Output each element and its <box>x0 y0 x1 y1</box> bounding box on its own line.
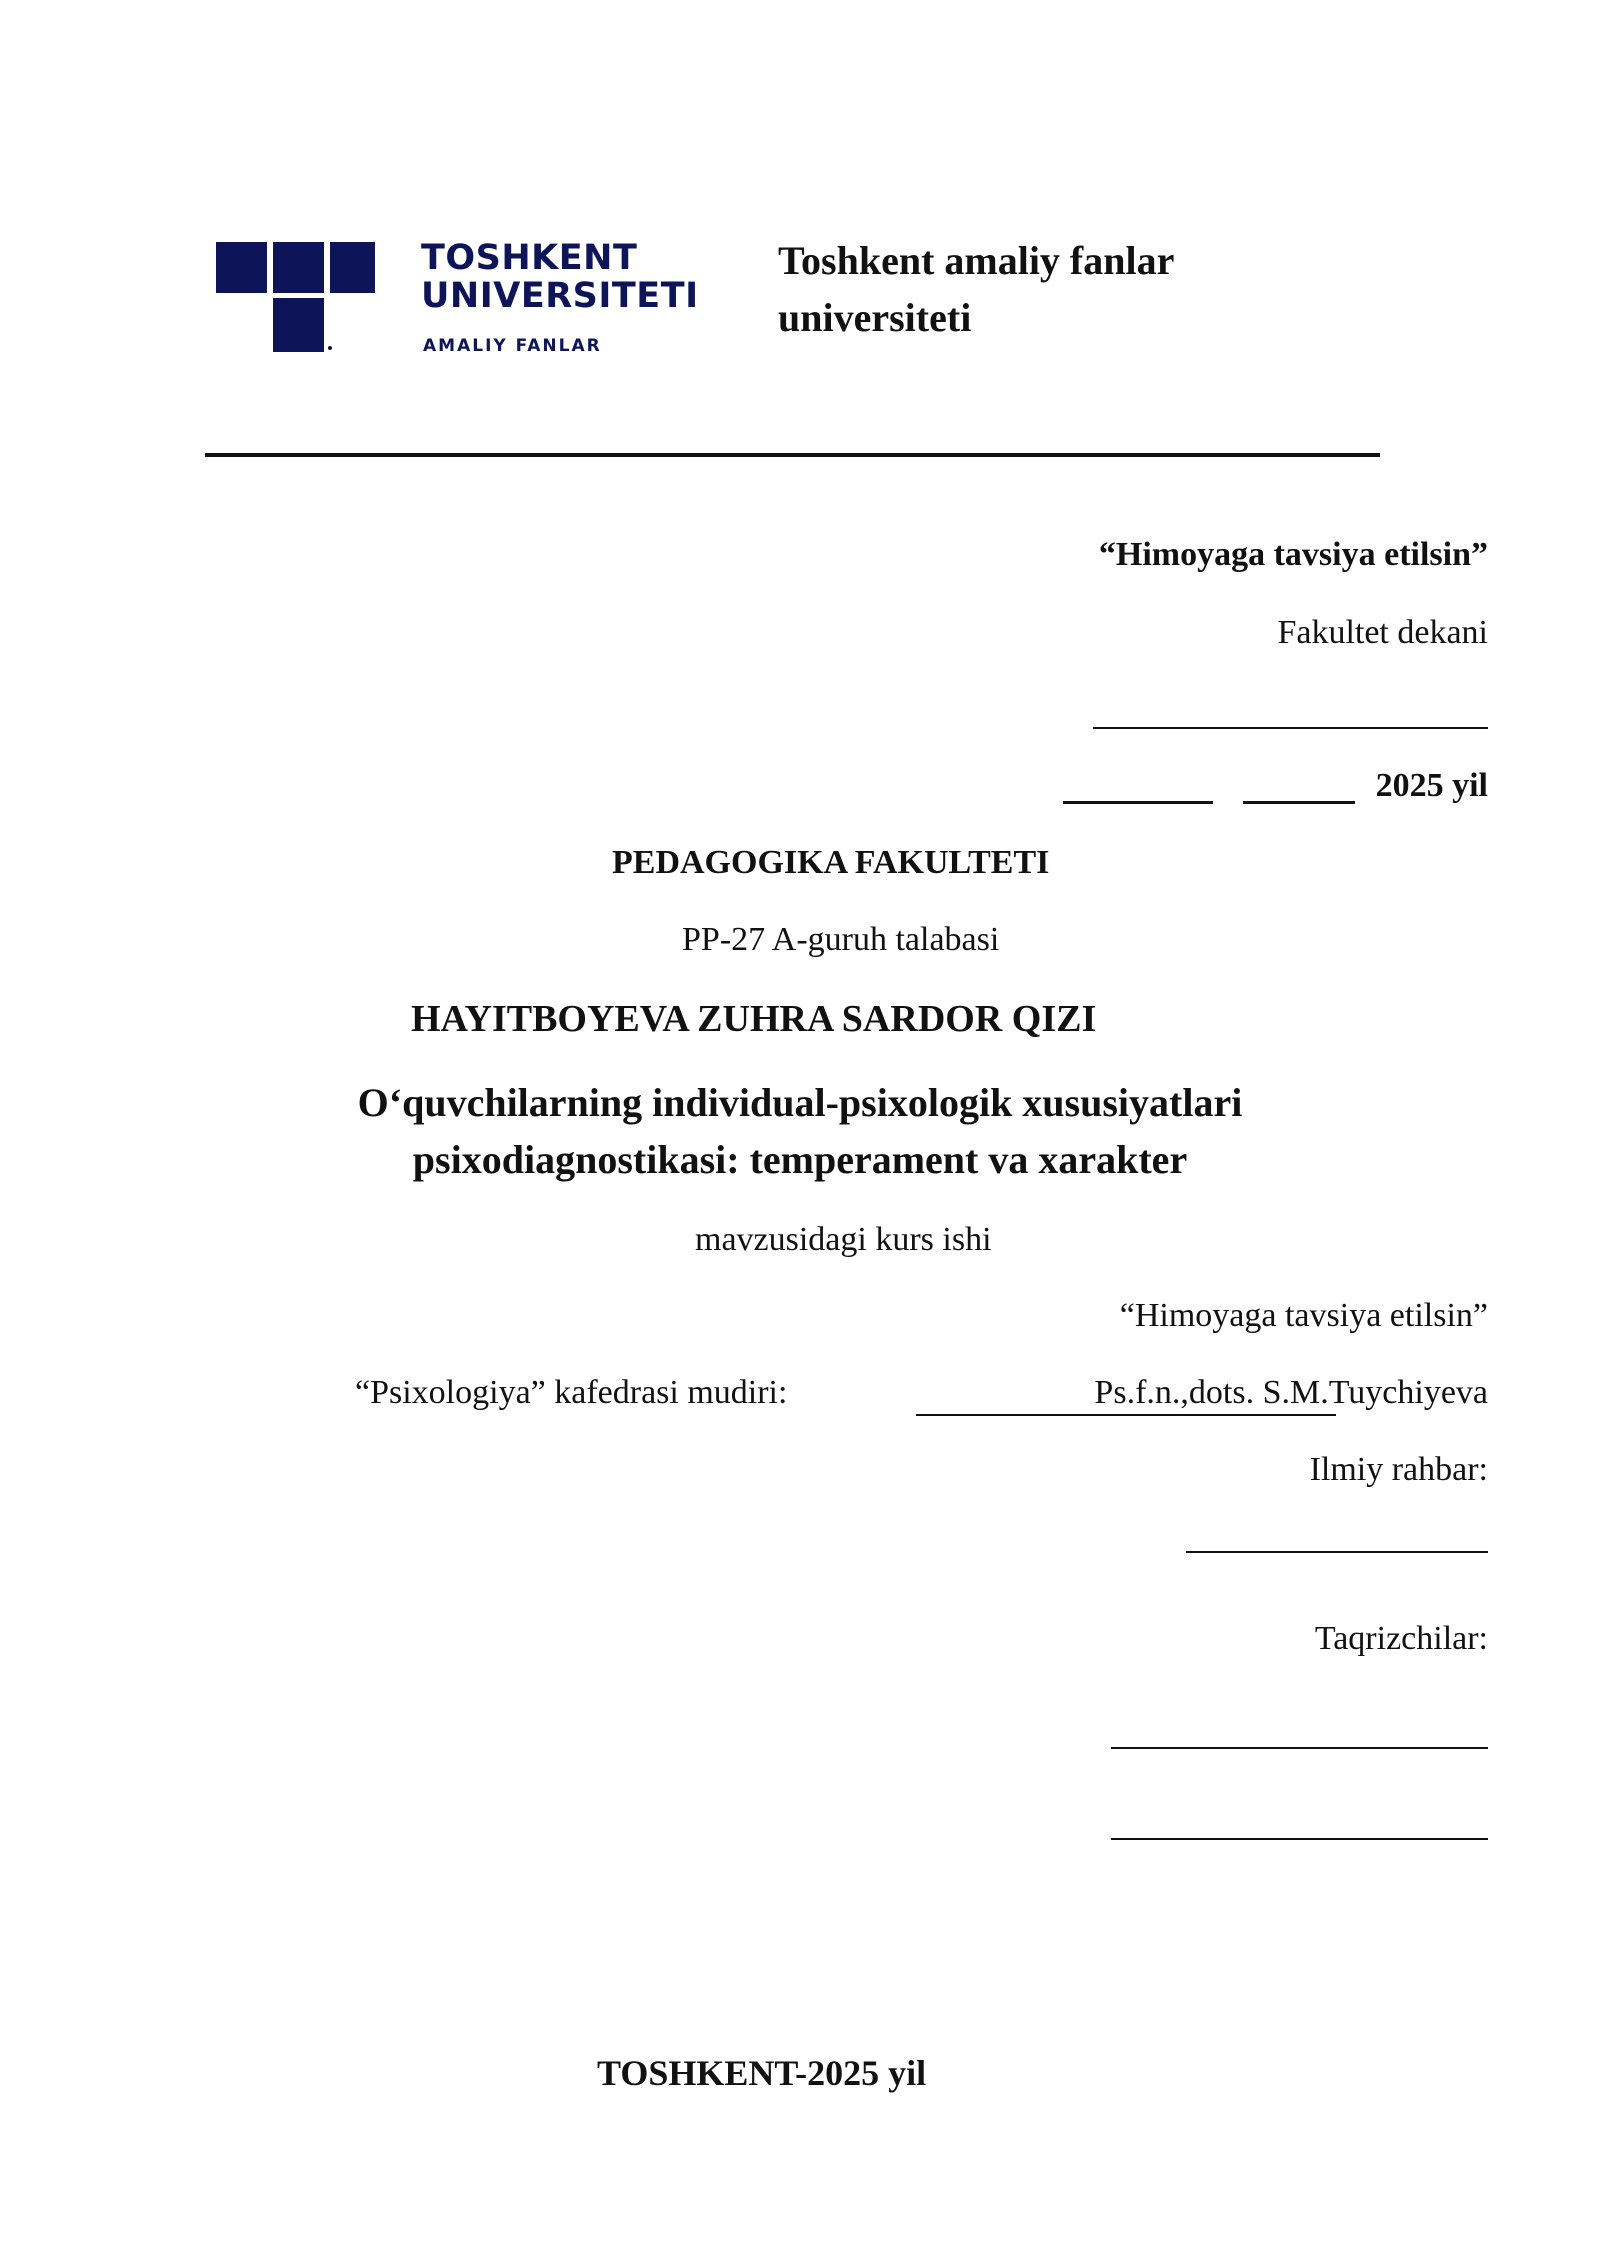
university-name-line2: universiteti <box>778 295 972 340</box>
department-head-label: “Psixologiya” kafedrasi mudiri: <box>355 1374 788 1411</box>
supervisor-signature-line <box>1186 1551 1488 1553</box>
student-group: PP-27 A-guruh talabasi <box>682 921 1000 958</box>
work-type: mavzusidagi kurs ishi <box>695 1221 992 1258</box>
supervisor-label: Ilmiy rahbar: <box>1309 1451 1488 1488</box>
approval-heading: “Himoyaga tavsiya etilsin” <box>1098 536 1488 573</box>
department-head-signature-line <box>916 1414 1336 1416</box>
logo-square-1 <box>216 242 267 293</box>
header-divider <box>205 453 1380 457</box>
logo-dot <box>328 346 332 350</box>
topic-line2: psixodiagnostikasi: temperament va xarakter <box>412 1137 1188 1182</box>
course-work-topic <box>0 1074 1600 1188</box>
logo-square-4 <box>273 298 324 352</box>
logo-text-line3: AMALIY FANLAR <box>423 336 602 356</box>
faculty-name: PEDAGOGIKA FAKULTETI <box>612 844 1050 881</box>
approval-year: 2025 yil <box>1375 767 1488 804</box>
reviewer-1-signature-line <box>1111 1747 1488 1749</box>
university-name <box>778 232 1378 346</box>
student-name: HAYITBOYEVA ZUHRA SARDOR QIZI <box>411 998 1097 1040</box>
footer-city-year: TOSHKENT-2025 yil <box>597 2053 927 2093</box>
reviewers-label: Taqrizchilar: <box>1314 1620 1488 1657</box>
logo-square-2 <box>273 242 324 293</box>
date-month-blank <box>1243 801 1355 804</box>
logo-text-line1: TOSHKENT <box>421 238 638 278</box>
dean-label: Fakultet dekani <box>1277 614 1488 651</box>
department-head-name: Ps.f.n.,dots. S.M.Tuychiyeva <box>1094 1374 1488 1411</box>
university-name-line1: Toshkent amaliy fanlar <box>778 238 1175 283</box>
department-recommendation: “Himoyaga tavsiya etilsin” <box>1119 1297 1488 1334</box>
date-day-blank <box>1063 801 1213 804</box>
topic-line1: O‘quvchilarning individual-psixologik xususiyatlari <box>357 1080 1243 1125</box>
dean-signature-line <box>1093 727 1488 729</box>
logo-text-line2: UNIVERSITETI <box>421 276 699 316</box>
logo-square-3 <box>330 242 375 293</box>
reviewer-2-signature-line <box>1111 1838 1488 1840</box>
